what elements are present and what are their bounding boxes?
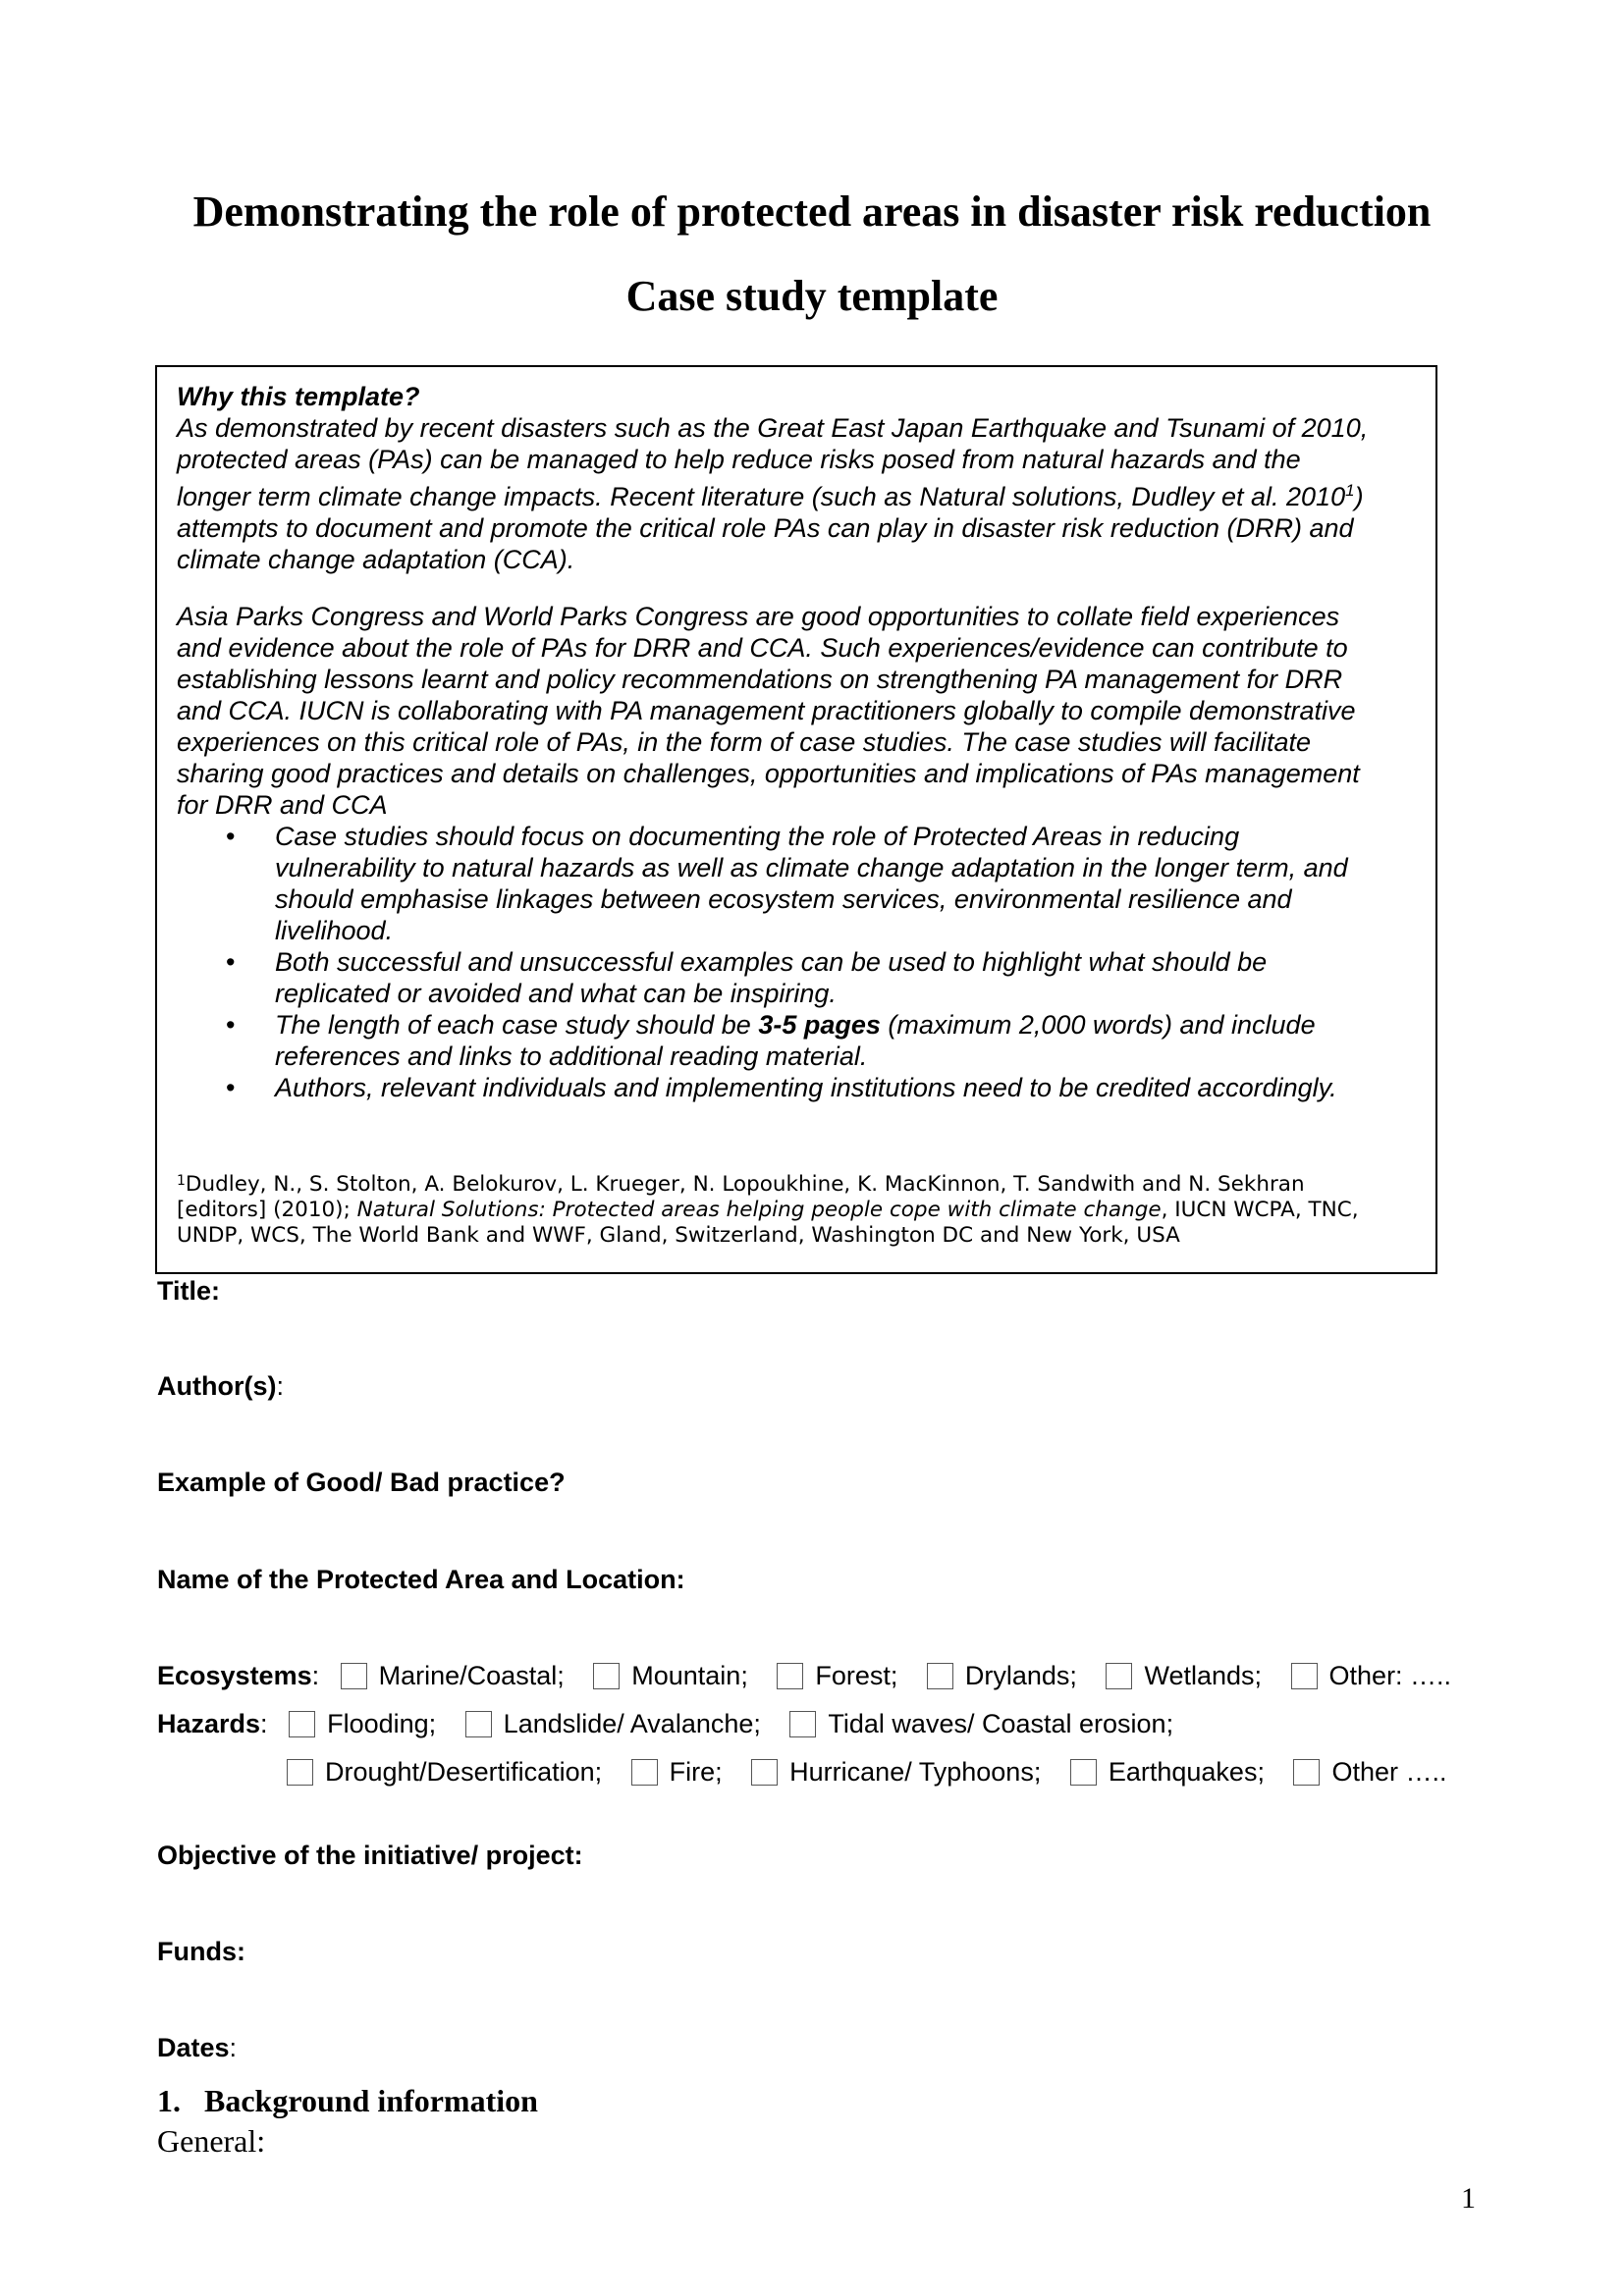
text-line bbox=[275, 1009, 1424, 1041]
option-label: Mountain; bbox=[631, 1661, 748, 1690]
hazards-label: Hazards bbox=[157, 1709, 261, 1738]
book-title: Natural Solutions: Protected areas helping people cope with climate change bbox=[356, 1198, 1162, 1222]
text-line: Case studies should focus on documenting the role of Protected Areas in reducing bbox=[275, 822, 1240, 851]
option-label: Wetlands; bbox=[1144, 1661, 1263, 1690]
text-line: and CCA. IUCN is collaborating with PA management practitioners globally to compile demonstrative bbox=[177, 696, 1356, 725]
text-line: protected areas (PAs) can be managed to help reduce risks posed from natural hazards and the bbox=[177, 445, 1301, 474]
checkbox-icon[interactable] bbox=[593, 1663, 620, 1689]
option-drylands[interactable] bbox=[927, 1661, 1077, 1690]
option-mountain[interactable] bbox=[593, 1661, 748, 1690]
option-label: Drylands; bbox=[964, 1661, 1077, 1690]
checkbox-icon[interactable] bbox=[927, 1663, 953, 1689]
dates-label: Dates bbox=[157, 2033, 230, 2062]
dates-field bbox=[157, 2033, 237, 2063]
option-other-ecosystem[interactable] bbox=[1291, 1661, 1452, 1690]
option-label: Tidal waves/ Coastal erosion; bbox=[828, 1709, 1174, 1738]
label-colon: : bbox=[311, 1661, 320, 1690]
option-label: Hurricane/ Typhoons; bbox=[789, 1757, 1042, 1787]
funds-field bbox=[157, 1937, 245, 1967]
text-line: replicated or avoided and what can be inspiring. bbox=[275, 979, 837, 1008]
footnote-line: UNDP, WCS, The World Bank and WWF, Gland, Switzerland, Washington DC and New York, USA bbox=[177, 1223, 1180, 1248]
checkbox-icon[interactable] bbox=[341, 1663, 367, 1689]
list-item bbox=[177, 821, 1424, 946]
ecosystems-row bbox=[157, 1661, 1473, 1691]
option-other-hazard[interactable] bbox=[1293, 1757, 1446, 1787]
option-marine-coastal[interactable] bbox=[341, 1661, 565, 1690]
checkbox-icon[interactable] bbox=[1291, 1663, 1318, 1689]
text-segment: [editors] (2010); bbox=[177, 1198, 357, 1222]
intro-box bbox=[155, 365, 1437, 1274]
option-wetlands[interactable] bbox=[1106, 1661, 1262, 1690]
option-fire[interactable] bbox=[631, 1757, 723, 1787]
text-line bbox=[177, 475, 1424, 512]
subsection-label: General: bbox=[157, 2123, 266, 2159]
hazards-row-1 bbox=[157, 1709, 1195, 1739]
text-line: As demonstrated by recent disasters such as the Great East Japan Earthquake and Tsunami of 2010, bbox=[177, 413, 1369, 443]
checkbox-icon[interactable] bbox=[631, 1759, 658, 1786]
option-label: Flooding; bbox=[327, 1709, 437, 1738]
text-line: experiences on this critical role of PAs, in the form of case studies. The case studies will facilitate bbox=[177, 727, 1312, 757]
section-heading: 1. Background information bbox=[157, 2083, 538, 2118]
checkbox-icon[interactable] bbox=[289, 1711, 315, 1737]
option-flooding[interactable] bbox=[289, 1709, 436, 1738]
checkbox-icon[interactable] bbox=[1293, 1759, 1320, 1786]
bullet-icon: • bbox=[226, 1010, 236, 1040]
bullet-icon: • bbox=[226, 822, 236, 851]
option-earthquakes[interactable] bbox=[1070, 1757, 1265, 1787]
footnote-line bbox=[177, 1168, 1414, 1198]
intro-heading: Why this template? bbox=[177, 382, 420, 411]
checkbox-icon[interactable] bbox=[287, 1759, 313, 1786]
intro-paragraph-2 bbox=[177, 601, 1424, 821]
option-label: Landslide/ Avalanche; bbox=[503, 1709, 761, 1738]
option-label: Forest; bbox=[815, 1661, 898, 1690]
document-title: Demonstrating the role of protected areas in disaster risk reduction bbox=[192, 187, 1432, 236]
option-tidal-waves[interactable] bbox=[789, 1709, 1173, 1738]
text-line: attempts to document and promote the critical role PAs can play in disaster risk reduction (DRR) and bbox=[177, 513, 1354, 543]
option-label: Other: ….. bbox=[1328, 1661, 1452, 1690]
checkbox-icon[interactable] bbox=[1070, 1759, 1097, 1786]
list-item bbox=[177, 1072, 1424, 1103]
text-line: Authors, relevant individuals and implementing institutions need to be credited accordingly. bbox=[275, 1073, 1337, 1102]
option-landslide[interactable] bbox=[465, 1709, 761, 1738]
page-number: 1 bbox=[1461, 2182, 1476, 2215]
page-length-emphasis: 3-5 pages bbox=[758, 1010, 881, 1040]
funds-label: Funds: bbox=[157, 1937, 245, 1966]
objective-field bbox=[157, 1841, 583, 1871]
text-segment: longer term climate change impacts. Recent literature (such as Natural solutions, Dudley et al. 2010 bbox=[177, 482, 1346, 511]
list-item bbox=[177, 946, 1424, 1009]
footnote bbox=[177, 1168, 1414, 1249]
text-line: and evidence about the role of PAs for DRR and CCA. Such experiences/evidence can contribute to bbox=[177, 633, 1348, 663]
footnote-mark: 1 bbox=[177, 1173, 186, 1189]
location-field bbox=[157, 1565, 685, 1595]
text-line: sharing good practices and details on challenges, opportunities and implications of PAs management bbox=[177, 759, 1360, 788]
authors-field bbox=[157, 1371, 284, 1402]
text-segment: ) bbox=[1354, 482, 1364, 511]
checkbox-icon[interactable] bbox=[465, 1711, 492, 1737]
objective-label: Objective of the initiative/ project: bbox=[157, 1841, 583, 1870]
bullet-icon: • bbox=[226, 947, 236, 977]
practice-label: Example of Good/ Bad practice? bbox=[157, 1468, 566, 1497]
text-segment: The length of each case study should be bbox=[275, 1010, 759, 1040]
label-colon: : bbox=[260, 1709, 268, 1738]
checkbox-icon[interactable] bbox=[789, 1711, 816, 1737]
text-line: Asia Parks Congress and World Parks Congress are good opportunities to collate field experiences bbox=[177, 602, 1340, 631]
ecosystems-label: Ecosystems bbox=[157, 1661, 312, 1690]
text-line: livelihood. bbox=[275, 916, 394, 945]
option-label: Fire; bbox=[669, 1757, 723, 1787]
text-line: vulnerability to natural hazards as well as climate change adaptation in the longer term, and bbox=[275, 853, 1348, 882]
hazards-row-2 bbox=[287, 1757, 1469, 1788]
list-item bbox=[177, 1009, 1424, 1072]
text-segment: (maximum 2,000 words) and include bbox=[880, 1010, 1316, 1040]
checkbox-icon[interactable] bbox=[1106, 1663, 1132, 1689]
text-line: should emphasise linkages between ecosystem services, environmental resilience and bbox=[275, 884, 1292, 914]
text-line: references and links to additional reading material. bbox=[275, 1041, 868, 1071]
text-segment: , IUCN WCPA, TNC, bbox=[1161, 1198, 1359, 1222]
title-label: Title: bbox=[157, 1276, 221, 1306]
option-label: Earthquakes; bbox=[1108, 1757, 1265, 1787]
guideline-list bbox=[177, 821, 1424, 1103]
location-label: Name of the Protected Area and Location: bbox=[157, 1565, 685, 1594]
option-label: Marine/Coastal; bbox=[378, 1661, 565, 1690]
label-colon: : bbox=[229, 2033, 238, 2062]
text-segment: Dudley, N., S. Stolton, A. Belokurov, L. Krueger, N. Lopoukhine, K. MacKinnon, T. Sandwith and N. Sekhran bbox=[185, 1172, 1305, 1197]
option-label: Drought/Desertification; bbox=[325, 1757, 603, 1787]
authors-label: Author(s) bbox=[157, 1371, 277, 1401]
checkbox-icon[interactable] bbox=[751, 1759, 778, 1786]
option-hurricane[interactable] bbox=[751, 1757, 1041, 1787]
text-line: establishing lessons learnt and policy recommendations on strengthening PA management for DRR bbox=[177, 665, 1343, 694]
option-forest[interactable] bbox=[777, 1661, 897, 1690]
document-subtitle: Case study template bbox=[625, 272, 999, 320]
footnote-reference: 1 bbox=[1345, 481, 1355, 500]
title-field bbox=[157, 1276, 220, 1307]
checkbox-icon[interactable] bbox=[777, 1663, 803, 1689]
option-drought[interactable] bbox=[287, 1757, 602, 1787]
footnote-line bbox=[177, 1198, 1414, 1223]
intro-paragraph-1 bbox=[177, 412, 1424, 575]
bullet-icon: • bbox=[226, 1073, 236, 1102]
option-label: Other ….. bbox=[1331, 1757, 1447, 1787]
text-line: for DRR and CCA bbox=[177, 790, 388, 820]
text-line: climate change adaptation (CCA). bbox=[177, 545, 575, 574]
text-line: Both successful and unsuccessful examples can be used to highlight what should be bbox=[275, 947, 1268, 977]
label-colon: : bbox=[276, 1371, 284, 1401]
practice-field bbox=[157, 1468, 566, 1498]
